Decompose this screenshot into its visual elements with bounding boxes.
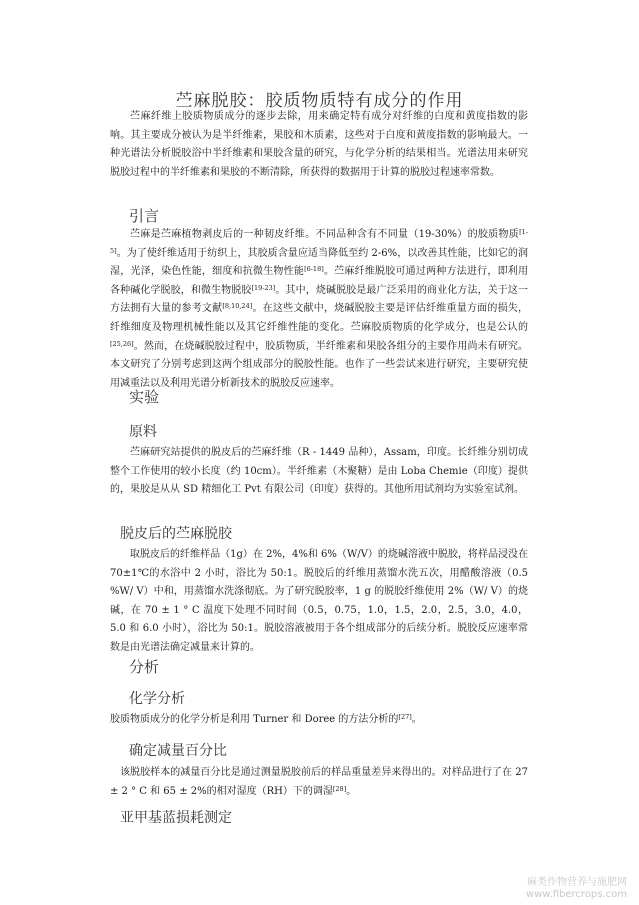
weight-loss-text: 该脱胶样本的减量百分比是通过测量脱胶前后的样品重量差异来得出的。对样品进行了在 27 ± 2 ° C 和 65 ± 2%的相对湿度（RH）下的调湿 [110,767,528,797]
citation-ref: [19-23] [251,283,276,292]
intro-text-3: 。苎麻纤维脱胶可通过两种方法进行，即利用各种碱化学脱胶，和微生物脱胶 [110,266,529,296]
weight-loss-heading: 确定减量百分比 [129,743,227,759]
intro-text-4: 。其中，烧碱脱胶是最广泛采用的商业化方法，关于这一方法拥有大量的参考文献 [110,284,529,315]
methylene-blue-heading: 亚甲基蓝损耗测定 [120,810,232,826]
intro-text-5: 。在这些文献中，烧碱脱胶主要是评估纤维重量方面的损失，纤维细度及物理机械性能以及其它纤维性能的变化。苎麻胶质物质的化学成分，也是公认的 [110,303,529,333]
paper-title: 苎麻脱胶：胶质物质特有成分的作用 [175,91,464,111]
watermark-name: 麻类作物营养与施肥网 [527,877,627,888]
watermark-url: www.fibercrops.com [525,889,627,900]
intro-paragraph [110,226,528,393]
site-watermark [526,877,627,901]
chemical-analysis-text: 胶质物质成分的化学分析是利用 Turner 和 Doree 的方法分析的 [110,714,399,725]
citation-ref: [27] [398,713,412,721]
intro-text-1: 苎麻是苎麻植物剥皮后的一种韧皮纤维。不同品种含有不同量（19-30%）的胶质物质 [130,229,520,240]
intro-heading: 引言 [129,207,160,225]
degumming-paragraph: 取脱皮后的纤维样品（1g）在 2%，4%和 6%（W/V）的烧碱溶液中脱胶，将样品浸没在 70±1℃的水浴中 2 小时，浴比为 50:1。脱胶后的纤维用蒸馏水洗五次，用醋酸溶液（0.5 %W/ V）中和，用蒸馏水洗涤彻底。为了研究脱胶率，1 g 的脱胶纤维使用 2%（W/ V）的烧碱，在 70 ± 1 ° C 温度下处理不同时间（0.5，0.75，1.0，1.5，2.0，2.5，3.0，4.0，5.0 和 6.0 小时），浴比为 50:1。脱胶溶液被用于各个组成部分的后续分析。脱胶反应速率常数是由光谱法确定减量来计算的。 [110,549,528,653]
materials-heading: 原料 [129,424,157,440]
citation-ref: [1-5] [110,228,528,255]
sentence-end: 。 [346,785,357,797]
experiment-heading: 实验 [129,388,160,406]
chemical-analysis-paragraph [110,711,528,730]
chemical-analysis-heading: 化学分析 [129,691,185,707]
citation-ref: [6-18] [304,265,324,274]
citation-ref: [28] [332,784,347,793]
weight-loss-paragraph [110,764,528,801]
intro-text-2: 。为了使纤维适用于纺织上，其胶质含量应适当降低至约 2-6%，以改善其性能，比如它的润湿，光泽，染色性能，细度和抗微生物性能 [110,247,528,278]
abstract-paragraph: 苎麻纤维上胶质物质成分的逐步去除，用来确定特有成分对纤维的白度和黄度指数的影响。其主要成分被认为是半纤维素，果胶和木质素，这些对于白度和黄度指数的影响最大。一种光谱法分析脱胶浴中半纤维素和果胶含量的研究，与化学分析的结果相当。光谱法用来研究脱胶过程中的半纤维素和果胶的不断清除，所获得的数据用于计算的脱胶过程速率常数。 [110,111,528,178]
materials-paragraph: 苎麻研究站提供的脱皮后的苎麻纤维（R - 1449 品种），Assam，印度。长纤维分别切成整个工作使用的较小长度（约 10cm）。半纤维素（木聚糖）是由 Loba Chemie（印度）提供的，果胶是从从 SD 精细化工 Pvt 有限公司（印度）获得的。其他所用试剂均为实验室试剂。 [110,447,528,496]
intro-text-6: 。然而，在烧碱脱胶过程中，胶质物质，半纤维素和果胶各组分的主要作用尚未有研究。本文研究了分别考虑到这两个组成部分的脱胶性能。也作了一些尝试来进行研究，主要研究使用减重法以及利用光谱分析新技术的脱胶反应速率。 [110,340,528,389]
citation-ref: [25,26] [110,339,134,348]
citation-ref: [8,10,24] [222,302,253,311]
sentence-end: 。 [411,714,422,725]
analysis-heading: 分析 [129,658,160,676]
degumming-heading: 脱皮后的苎麻脱胶 [120,526,232,542]
